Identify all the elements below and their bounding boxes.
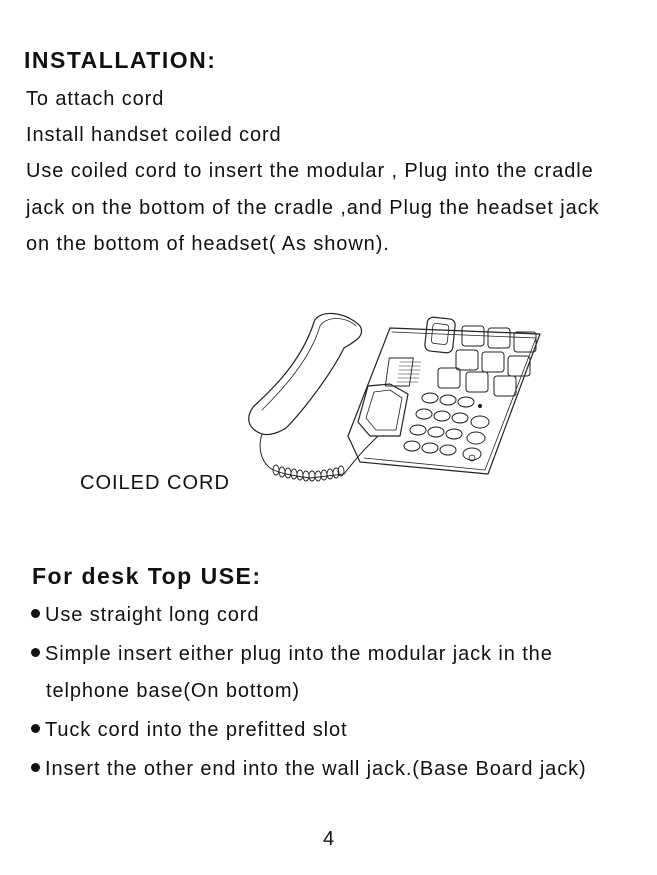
handset [249, 313, 362, 434]
installation-line: on the bottom of headset( As shown). [26, 233, 390, 255]
bullet-dot [31, 763, 40, 772]
installation-heading: INSTALLATION: [24, 47, 217, 73]
bullet-dot [31, 609, 40, 618]
bullet-dot [31, 648, 40, 657]
figure-caption: COILED CORD [80, 472, 230, 494]
desktop-bullet [31, 758, 587, 781]
installation-line: Install handset coiled cord [26, 124, 282, 146]
telephone-illustration [240, 296, 550, 496]
desktop-bullet-text: Tuck cord into the prefitted slot [45, 719, 348, 741]
desktop-bullet-text: Use straight long cord [45, 604, 260, 626]
desktop-bullet [31, 604, 259, 627]
installation-line: To attach cord [26, 88, 165, 110]
desktop-bullet-text: Simple insert either plug into the modular jack in the [45, 643, 553, 665]
installation-line: Use coiled cord to insert the modular , Plug into the cradle [26, 160, 594, 182]
desktop-heading: For desk Top USE: [32, 563, 262, 589]
phone-base [348, 328, 540, 474]
desktop-bullet-text: Insert the other end into the wall jack.(Base Board jack) [45, 758, 587, 780]
desktop-bullet-continuation: telphone base(On bottom) [46, 680, 300, 702]
bullet-dot [31, 724, 40, 733]
desktop-bullet [31, 643, 553, 666]
installation-line: jack on the bottom of the cradle ,and Plug the headset jack [26, 197, 600, 219]
desktop-bullet [31, 719, 347, 742]
page-number: 4 [323, 828, 335, 850]
